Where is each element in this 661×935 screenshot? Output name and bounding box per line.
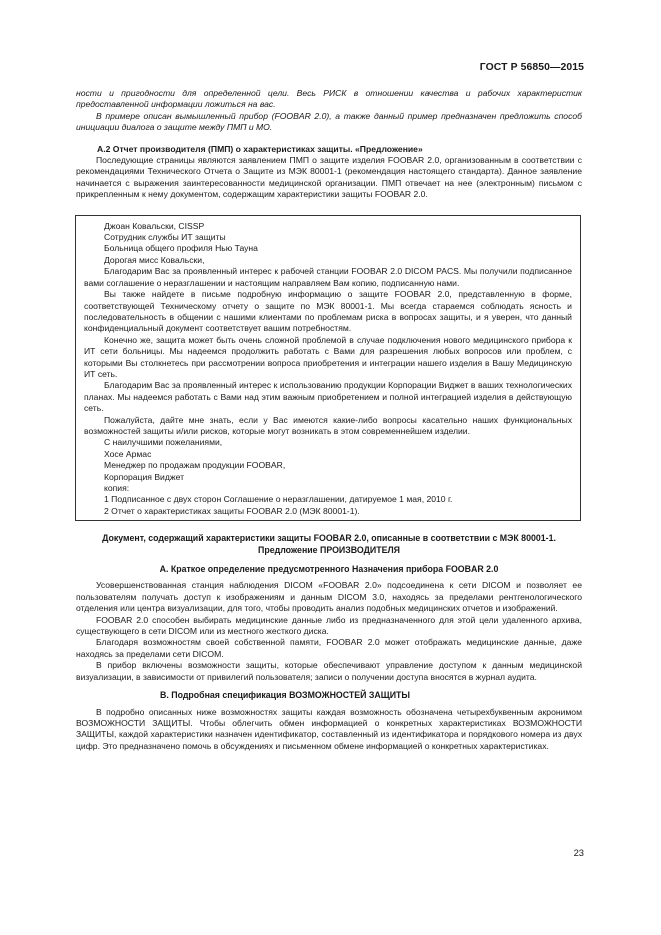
page-content [76,88,582,752]
section-a2-paragraph: Последующие страницы являются заявлением ПМП о защите изделия FOOBAR 2.0, организованным в соответствии с рекомендациями Технического Отчета о Защите из МЭК 80001-1 (рекомендация настоящего стандарта). Данное заявление начинается с выражения заинтересованности медицинской организации. ПМП отвечает на нее (электронным) письмом с прикрепленным к нему документом, содержащим характеристики защиты FOOBAR 2.0. [76,155,582,200]
document-title-line-1: Документ, содержащий характеристики защиты FOOBAR 2.0, описанные в соответствии с МЭК 80001-1. [102,533,556,544]
letter-signature-org: Корпорация Виджет [104,471,185,482]
letter-copies-label: копия: [104,483,130,493]
letter-signature-name: Хосе Армас [104,448,152,459]
document-title [76,533,582,556]
intro-paragraph-1: ности и пригодности для определенной цели. Весь РИСК в отношении качества и рабочих характеристик предоставленной информации ложиться на вас. [76,88,582,110]
section-a-paragraph-3: Благодаря возможностям своей собственной памяти, FOOBAR 2.0 может отображать медицинские данные, даже находясь за пределами сети DICOM. [76,637,582,659]
intro-paragraph-2: В примере описан вымышленный прибор (FOOBAR 2.0), а также данный пример предназначен предложить способ инициации диалога о защите между ПМП и МО. [76,110,582,133]
section-a2-heading: А.2 Отчет производителя (ПМП) о характеристиках защиты. «Предложение» [97,143,423,154]
section-b-heading: В. Подробная спецификация ВОЗМОЖНОСТЕЙ ЗАЩИТЫ [160,690,411,701]
letter-paragraph-3: Конечно же, защита может быть очень сложной проблемой в случае подключения нового медицинского прибора к ИТ сети больницы. Мы надеемся продолжить работать с Вами для разрешения любых вопросов или проблем, с которыми Вы столкнетесь при рассмотрении вопроса приобретения и интеграции нашего изделия в Вашу Медицинскую ИТ сеть. [84,334,572,379]
section-a-paragraph-4: В прибор включены возможности защиты, которые обеспечивают управление доступом к данным медицинской визуализации, в зависимости от привилегий пользователя; записи о получении доступа вносятся в журнал аудита. [76,660,582,682]
letter-signature-role: Менеджер по продажам продукции FOOBAR, [104,460,286,471]
document-title-line-2: Предложение ПРОИЗВОДИТЕЛЯ [258,544,400,555]
letter-paragraph-4: Благодарим Вас за проявленный интерес к использованию продукции Корпорации Виджет в ваших технологических планах. Мы надеемся работать с Вами над этим важным приобретением и полной интеграцией изделия в действующую сеть. [84,380,572,414]
letter-paragraph-1: Благодарим Вас за проявленный интерес к рабочей станции FOOBAR 2.0 DICOM PACS. Мы получили подписанное вами соглашение о неразглашении и настоящим направляем Вам копию, подписанную нами. [84,266,572,288]
page-number: 23 [573,847,584,858]
letter-paragraph-5: Пожалуйста, дайте мне знать, если у Вас имеются какие-либо вопросы касательно наших функциональных возможностей защиты и/или рисков, которые могут возникать в этом современнейшем изделии. [84,414,572,436]
letter-closing: С наилучшими пожеланиями, [104,437,223,448]
letter-copy-item-2: 2 Отчет о характеристиках защиты FOOBAR 2.0 (МЭК 80001-1). [104,505,360,516]
section-a-paragraph-1: Усовершенствованная станция наблюдения DICOM «FOOBAR 2.0» подсоединена к сети DICOM и позволяет ее пользователям получать доступ к изображениям и данным DICOM 3.0, находясь за пределами рентгенологического отделения или центра визуализации, для того, чтобы проводить анализ подобных медицинских отчетов и изображений. [76,580,582,614]
letter-recipient-name: Джоан Ковальски, CISSP [104,220,205,231]
letter-salutation: Дорогая мисс Ковальски, [104,254,205,265]
section-a-heading: А. Краткое определение предусмотренного Назначения прибора FOOBAR 2.0 [159,564,499,575]
letter-recipient-org: Больница общего профиля Нью Тауна [104,243,258,254]
section-b-paragraph-1: В подробно описанных ниже возможностях защиты каждая возможность обозначена четырехбуквенным акронимом ВОЗМОЖНОСТИ ЗАЩИТЫ. Чтобы облегчить обмен информацией о конкретных характеристиках ВОЗМОЖНОСТИ ЗАЩИТЫ, каждой характеристики назначен идентификатор, составленный из идентификатора и порядкового номера из двух цифр. Это предназначено помочь в обсуждениях и письменном обмене информацией о конкретных характеристиках. [76,706,582,751]
standard-header: ГОСТ Р 56850—2015 [479,62,584,73]
section-a-paragraph-2: FOOBAR 2.0 способен выбирать медицинские данные либо из предназначенного для этой цели удаленного архива, существующего в сети DICOM или из местного жесткого диска. [76,614,582,637]
letter-copy-item-1: 1 Подписанное с двух сторон Соглашение о неразглашении, датируемое 1 мая, 2010 г. [104,494,453,505]
letter-paragraph-2: Вы также найдете в письме подробную информацию о защите FOOBAR 2.0, представленную в форме, соответствующей Техническому отчету о защите по МЭК 80001-1. Мы всегда стараемся соблюдать ясность и последовательность в общении с нашими клиентами по проблемам риска в вопросах защиты, и я уверен, что данный конфиденциальный документ соответствует вашим потребностям. [84,289,572,334]
letter-box [75,215,581,522]
letter-recipient-role: Сотрудник службы ИТ защиты [104,232,226,243]
